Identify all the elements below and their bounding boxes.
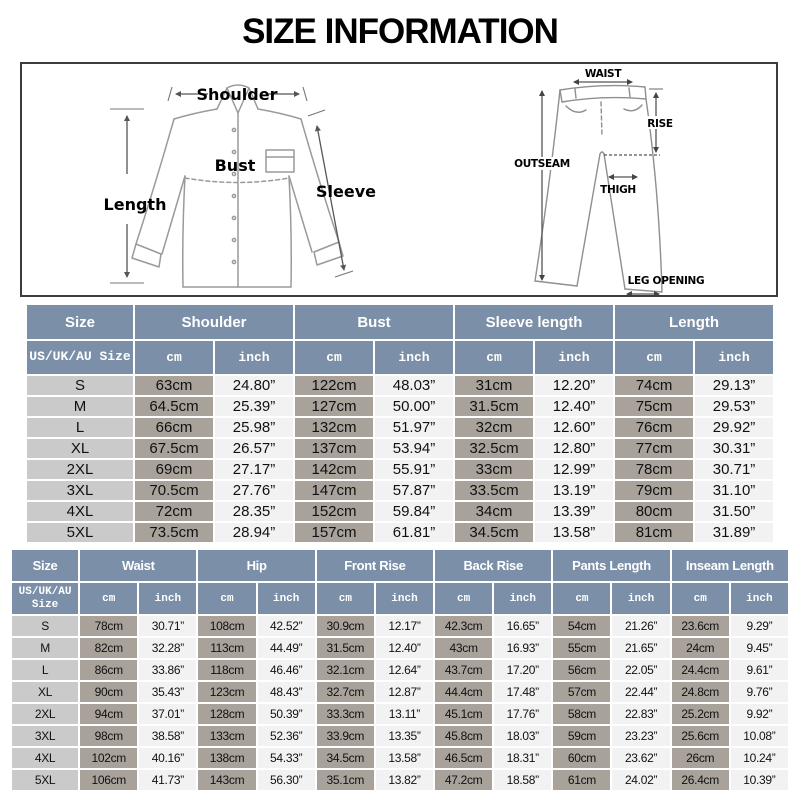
cm-value-cell: 58cm bbox=[553, 704, 610, 724]
shirt-col-length: Length bbox=[615, 305, 773, 339]
inch-value-cell: 10.08” bbox=[731, 726, 788, 746]
inch-value-cell: 18.31” bbox=[494, 748, 551, 768]
inch-value-cell: 28.35” bbox=[215, 502, 293, 521]
inch-value-cell: 12.87” bbox=[376, 682, 433, 702]
table-row bbox=[12, 616, 788, 636]
inch-value-cell: 21.26” bbox=[612, 616, 669, 636]
inch-value-cell: 52.36” bbox=[258, 726, 315, 746]
shirt-size-table bbox=[25, 303, 775, 544]
shirt-size-subheader: US/UK/AU Size bbox=[27, 341, 133, 374]
cm-value-cell: 75cm bbox=[615, 397, 693, 416]
inch-value-cell: 29.53” bbox=[695, 397, 773, 416]
cm-value-cell: 33cm bbox=[455, 460, 533, 479]
table-row bbox=[12, 748, 788, 768]
inch-value-cell: 13.19” bbox=[535, 481, 613, 500]
shirt-table-unit-header-row bbox=[27, 341, 773, 374]
unit-header-inch: inch bbox=[695, 341, 773, 374]
inch-value-cell: 31.50” bbox=[695, 502, 773, 521]
inch-value-cell: 31.89” bbox=[695, 523, 773, 542]
cm-value-cell: 152cm bbox=[295, 502, 373, 521]
cm-value-cell: 138cm bbox=[198, 748, 255, 768]
inch-value-cell: 13.58” bbox=[535, 523, 613, 542]
cm-value-cell: 80cm bbox=[615, 502, 693, 521]
cm-value-cell: 42.3cm bbox=[435, 616, 492, 636]
cm-value-cell: 33.5cm bbox=[455, 481, 533, 500]
inch-value-cell: 23.23” bbox=[612, 726, 669, 746]
inch-value-cell: 18.58” bbox=[494, 770, 551, 790]
inch-value-cell: 16.93” bbox=[494, 638, 551, 658]
inch-value-cell: 35.43” bbox=[139, 682, 196, 702]
row-size-label: S bbox=[12, 616, 78, 636]
inch-value-cell: 10.39” bbox=[731, 770, 788, 790]
cm-value-cell: 46.5cm bbox=[435, 748, 492, 768]
shirt-table-body bbox=[27, 376, 773, 542]
shirt-shoulder-label: Shoulder bbox=[196, 85, 278, 104]
cm-value-cell: 122cm bbox=[295, 376, 373, 395]
cm-value-cell: 94cm bbox=[80, 704, 137, 724]
inch-value-cell: 13.11” bbox=[376, 704, 433, 724]
unit-header-cm: cm bbox=[295, 341, 373, 374]
inch-value-cell: 44.49” bbox=[258, 638, 315, 658]
inch-value-cell: 30.71” bbox=[695, 460, 773, 479]
cm-value-cell: 24cm bbox=[672, 638, 729, 658]
shirt-col-sleeve-length: Sleeve length bbox=[455, 305, 613, 339]
cm-value-cell: 78cm bbox=[80, 616, 137, 636]
cm-value-cell: 31.5cm bbox=[455, 397, 533, 416]
row-size-label: XL bbox=[12, 682, 78, 702]
cm-value-cell: 66cm bbox=[135, 418, 213, 437]
cm-value-cell: 26.4cm bbox=[672, 770, 729, 790]
cm-value-cell: 132cm bbox=[295, 418, 373, 437]
cm-value-cell: 157cm bbox=[295, 523, 373, 542]
cm-value-cell: 32.1cm bbox=[317, 660, 374, 680]
inch-value-cell: 29.92” bbox=[695, 418, 773, 437]
pants-measure-marks bbox=[516, 82, 678, 294]
pants-rise-label: RISE bbox=[647, 118, 673, 130]
cm-value-cell: 56cm bbox=[553, 660, 610, 680]
table-row bbox=[27, 397, 773, 416]
pants-col-inseam-length: Inseam Length bbox=[672, 550, 788, 581]
table-row bbox=[27, 481, 773, 500]
shirt-col-size: Size bbox=[27, 305, 133, 339]
row-size-label: M bbox=[12, 638, 78, 658]
inch-value-cell: 17.76” bbox=[494, 704, 551, 724]
row-size-label: 3XL bbox=[27, 481, 133, 500]
cm-value-cell: 54cm bbox=[553, 616, 610, 636]
cm-value-cell: 142cm bbox=[295, 460, 373, 479]
inch-value-cell: 53.94” bbox=[375, 439, 453, 458]
row-size-label: 5XL bbox=[12, 770, 78, 790]
shirt-col-shoulder: Shoulder bbox=[135, 305, 293, 339]
inch-value-cell: 29.13” bbox=[695, 376, 773, 395]
cm-value-cell: 34cm bbox=[455, 502, 533, 521]
row-size-label: XL bbox=[27, 439, 133, 458]
cm-value-cell: 25.6cm bbox=[672, 726, 729, 746]
row-size-label: 5XL bbox=[27, 523, 133, 542]
inch-value-cell: 12.60” bbox=[535, 418, 613, 437]
inch-value-cell: 22.05” bbox=[612, 660, 669, 680]
inch-value-cell: 59.84” bbox=[375, 502, 453, 521]
shirt-length-label: Length bbox=[103, 195, 167, 214]
inch-value-cell: 51.97” bbox=[375, 418, 453, 437]
cm-value-cell: 33.9cm bbox=[317, 726, 374, 746]
inch-value-cell: 24.80” bbox=[215, 376, 293, 395]
inch-value-cell: 48.03” bbox=[375, 376, 453, 395]
cm-value-cell: 118cm bbox=[198, 660, 255, 680]
pants-table-body bbox=[12, 616, 788, 790]
cm-value-cell: 137cm bbox=[295, 439, 373, 458]
cm-value-cell: 63cm bbox=[135, 376, 213, 395]
cm-value-cell: 24.4cm bbox=[672, 660, 729, 680]
cm-value-cell: 55cm bbox=[553, 638, 610, 658]
pants-col-back-rise: Back Rise bbox=[435, 550, 551, 581]
cm-value-cell: 43cm bbox=[435, 638, 492, 658]
cm-value-cell: 59cm bbox=[553, 726, 610, 746]
measurement-diagram-box bbox=[20, 62, 778, 297]
inch-value-cell: 21.65” bbox=[612, 638, 669, 658]
inch-value-cell: 9.29” bbox=[731, 616, 788, 636]
cm-value-cell: 81cm bbox=[615, 523, 693, 542]
table-row bbox=[27, 439, 773, 458]
inch-value-cell: 22.83” bbox=[612, 704, 669, 724]
table-row bbox=[12, 660, 788, 680]
cm-value-cell: 33.3cm bbox=[317, 704, 374, 724]
inch-value-cell: 41.73” bbox=[139, 770, 196, 790]
unit-header-inch: inch bbox=[215, 341, 293, 374]
inch-value-cell: 40.16” bbox=[139, 748, 196, 768]
cm-value-cell: 77cm bbox=[615, 439, 693, 458]
table-row bbox=[27, 460, 773, 479]
unit-header-inch: inch bbox=[258, 583, 315, 614]
unit-header-inch: inch bbox=[139, 583, 196, 614]
table-row bbox=[12, 726, 788, 746]
inch-value-cell: 12.17” bbox=[376, 616, 433, 636]
pants-col-pants-length: Pants Length bbox=[553, 550, 669, 581]
inch-value-cell: 12.20” bbox=[535, 376, 613, 395]
inch-value-cell: 9.61” bbox=[731, 660, 788, 680]
inch-value-cell: 50.00” bbox=[375, 397, 453, 416]
table-row bbox=[27, 376, 773, 395]
inch-value-cell: 12.80” bbox=[535, 439, 613, 458]
pants-col-front-rise: Front Rise bbox=[317, 550, 433, 581]
cm-value-cell: 60cm bbox=[553, 748, 610, 768]
cm-value-cell: 43.7cm bbox=[435, 660, 492, 680]
shirt-table-group-header-row bbox=[27, 305, 773, 339]
cm-value-cell: 32cm bbox=[455, 418, 533, 437]
cm-value-cell: 32.5cm bbox=[455, 439, 533, 458]
pants-col-size: Size bbox=[12, 550, 78, 581]
cm-value-cell: 26cm bbox=[672, 748, 729, 768]
cm-value-cell: 72cm bbox=[135, 502, 213, 521]
inch-value-cell: 27.17” bbox=[215, 460, 293, 479]
pants-waist-label: WAIST bbox=[584, 68, 622, 80]
cm-value-cell: 147cm bbox=[295, 481, 373, 500]
cm-value-cell: 133cm bbox=[198, 726, 255, 746]
row-size-label: 4XL bbox=[27, 502, 133, 521]
unit-header-cm: cm bbox=[455, 341, 533, 374]
cm-value-cell: 90cm bbox=[80, 682, 137, 702]
cm-value-cell: 61cm bbox=[553, 770, 610, 790]
table-row bbox=[27, 502, 773, 521]
pants-thigh-label: THIGH bbox=[600, 184, 636, 196]
inch-value-cell: 17.20” bbox=[494, 660, 551, 680]
cm-value-cell: 64.5cm bbox=[135, 397, 213, 416]
inch-value-cell: 22.44” bbox=[612, 682, 669, 702]
table-row bbox=[27, 418, 773, 437]
cm-value-cell: 47.2cm bbox=[435, 770, 492, 790]
cm-value-cell: 32.7cm bbox=[317, 682, 374, 702]
table-row bbox=[12, 770, 788, 790]
table-row bbox=[12, 638, 788, 658]
cm-value-cell: 74cm bbox=[615, 376, 693, 395]
inch-value-cell: 32.28” bbox=[139, 638, 196, 658]
cm-value-cell: 82cm bbox=[80, 638, 137, 658]
unit-header-cm: cm bbox=[672, 583, 729, 614]
inch-value-cell: 28.94” bbox=[215, 523, 293, 542]
page-title: SIZE INFORMATION bbox=[242, 12, 558, 51]
cm-value-cell: 86cm bbox=[80, 660, 137, 680]
row-size-label: L bbox=[27, 418, 133, 437]
unit-header-cm: cm bbox=[553, 583, 610, 614]
unit-header-cm: cm bbox=[80, 583, 137, 614]
cm-value-cell: 70.5cm bbox=[135, 481, 213, 500]
cm-value-cell: 98cm bbox=[80, 726, 137, 746]
cm-value-cell: 79cm bbox=[615, 481, 693, 500]
shirt-col-bust: Bust bbox=[295, 305, 453, 339]
cm-value-cell: 73.5cm bbox=[135, 523, 213, 542]
inch-value-cell: 33.86” bbox=[139, 660, 196, 680]
inch-value-cell: 55.91” bbox=[375, 460, 453, 479]
row-size-label: 2XL bbox=[27, 460, 133, 479]
inch-value-cell: 56.30” bbox=[258, 770, 315, 790]
cm-value-cell: 128cm bbox=[198, 704, 255, 724]
inch-value-cell: 61.81” bbox=[375, 523, 453, 542]
pants-table-unit-header-row bbox=[12, 583, 788, 614]
inch-value-cell: 12.40” bbox=[376, 638, 433, 658]
cm-value-cell: 78cm bbox=[615, 460, 693, 479]
inch-value-cell: 37.01” bbox=[139, 704, 196, 724]
row-size-label: 2XL bbox=[12, 704, 78, 724]
cm-value-cell: 31.5cm bbox=[317, 638, 374, 658]
inch-value-cell: 12.64” bbox=[376, 660, 433, 680]
inch-value-cell: 9.45” bbox=[731, 638, 788, 658]
inch-value-cell: 12.40” bbox=[535, 397, 613, 416]
pants-table-group-header-row bbox=[12, 550, 788, 581]
table-row bbox=[12, 682, 788, 702]
inch-value-cell: 57.87” bbox=[375, 481, 453, 500]
row-size-label: L bbox=[12, 660, 78, 680]
inch-value-cell: 13.35” bbox=[376, 726, 433, 746]
cm-value-cell: 69cm bbox=[135, 460, 213, 479]
table-row bbox=[12, 704, 788, 724]
row-size-label: 4XL bbox=[12, 748, 78, 768]
inch-value-cell: 30.31” bbox=[695, 439, 773, 458]
inch-value-cell: 23.62” bbox=[612, 748, 669, 768]
cm-value-cell: 34.5cm bbox=[317, 748, 374, 768]
cm-value-cell: 102cm bbox=[80, 748, 137, 768]
row-size-label: M bbox=[27, 397, 133, 416]
inch-value-cell: 13.82” bbox=[376, 770, 433, 790]
inch-value-cell: 50.39” bbox=[258, 704, 315, 724]
cm-value-cell: 67.5cm bbox=[135, 439, 213, 458]
pants-col-hip: Hip bbox=[198, 550, 314, 581]
pants-outseam-label: OUTSEAM bbox=[514, 158, 570, 170]
cm-value-cell: 57cm bbox=[553, 682, 610, 702]
inch-value-cell: 27.76” bbox=[215, 481, 293, 500]
inch-value-cell: 38.58” bbox=[139, 726, 196, 746]
unit-header-inch: inch bbox=[494, 583, 551, 614]
shirt-bust-label: Bust bbox=[214, 156, 256, 175]
pants-size-table bbox=[10, 548, 790, 792]
inch-value-cell: 48.43” bbox=[258, 682, 315, 702]
unit-header-cm: cm bbox=[198, 583, 255, 614]
inch-value-cell: 9.92” bbox=[731, 704, 788, 724]
cm-value-cell: 123cm bbox=[198, 682, 255, 702]
unit-header-cm: cm bbox=[135, 341, 213, 374]
row-size-label: S bbox=[27, 376, 133, 395]
inch-value-cell: 18.03” bbox=[494, 726, 551, 746]
cm-value-cell: 35.1cm bbox=[317, 770, 374, 790]
inch-value-cell: 25.98” bbox=[215, 418, 293, 437]
row-size-label: 3XL bbox=[12, 726, 78, 746]
inch-value-cell: 9.76” bbox=[731, 682, 788, 702]
inch-value-cell: 10.24” bbox=[731, 748, 788, 768]
cm-value-cell: 25.2cm bbox=[672, 704, 729, 724]
shirt-diagram bbox=[22, 64, 420, 295]
inch-value-cell: 42.52” bbox=[258, 616, 315, 636]
cm-value-cell: 106cm bbox=[80, 770, 137, 790]
shirt-sleeve-label: Sleeve bbox=[316, 182, 376, 201]
inch-value-cell: 30.71” bbox=[139, 616, 196, 636]
pants-size-subheader: US/UK/AU Size bbox=[12, 583, 78, 614]
inch-value-cell: 17.48” bbox=[494, 682, 551, 702]
inch-value-cell: 24.02” bbox=[612, 770, 669, 790]
unit-header-inch: inch bbox=[376, 583, 433, 614]
inch-value-cell: 13.39” bbox=[535, 502, 613, 521]
inch-value-cell: 46.46” bbox=[258, 660, 315, 680]
inch-value-cell: 54.33” bbox=[258, 748, 315, 768]
inch-value-cell: 25.39” bbox=[215, 397, 293, 416]
pants-col-waist: Waist bbox=[80, 550, 196, 581]
cm-value-cell: 23.6cm bbox=[672, 616, 729, 636]
unit-header-cm: cm bbox=[615, 341, 693, 374]
unit-header-inch: inch bbox=[731, 583, 788, 614]
cm-value-cell: 76cm bbox=[615, 418, 693, 437]
cm-value-cell: 24.8cm bbox=[672, 682, 729, 702]
cm-value-cell: 34.5cm bbox=[455, 523, 533, 542]
pants-diagram bbox=[420, 64, 776, 295]
cm-value-cell: 45.1cm bbox=[435, 704, 492, 724]
unit-header-inch: inch bbox=[612, 583, 669, 614]
cm-value-cell: 31cm bbox=[455, 376, 533, 395]
cm-value-cell: 44.4cm bbox=[435, 682, 492, 702]
cm-value-cell: 127cm bbox=[295, 397, 373, 416]
inch-value-cell: 13.58” bbox=[376, 748, 433, 768]
inch-value-cell: 31.10” bbox=[695, 481, 773, 500]
inch-value-cell: 12.99” bbox=[535, 460, 613, 479]
cm-value-cell: 45.8cm bbox=[435, 726, 492, 746]
inch-value-cell: 16.65” bbox=[494, 616, 551, 636]
unit-header-inch: inch bbox=[375, 341, 453, 374]
cm-value-cell: 108cm bbox=[198, 616, 255, 636]
pants-leg-opening-label: LEG OPENING bbox=[627, 275, 705, 287]
table-row bbox=[27, 523, 773, 542]
unit-header-cm: cm bbox=[435, 583, 492, 614]
inch-value-cell: 26.57” bbox=[215, 439, 293, 458]
unit-header-cm: cm bbox=[317, 583, 374, 614]
cm-value-cell: 30.9cm bbox=[317, 616, 374, 636]
cm-value-cell: 143cm bbox=[198, 770, 255, 790]
cm-value-cell: 113cm bbox=[198, 638, 255, 658]
unit-header-inch: inch bbox=[535, 341, 613, 374]
